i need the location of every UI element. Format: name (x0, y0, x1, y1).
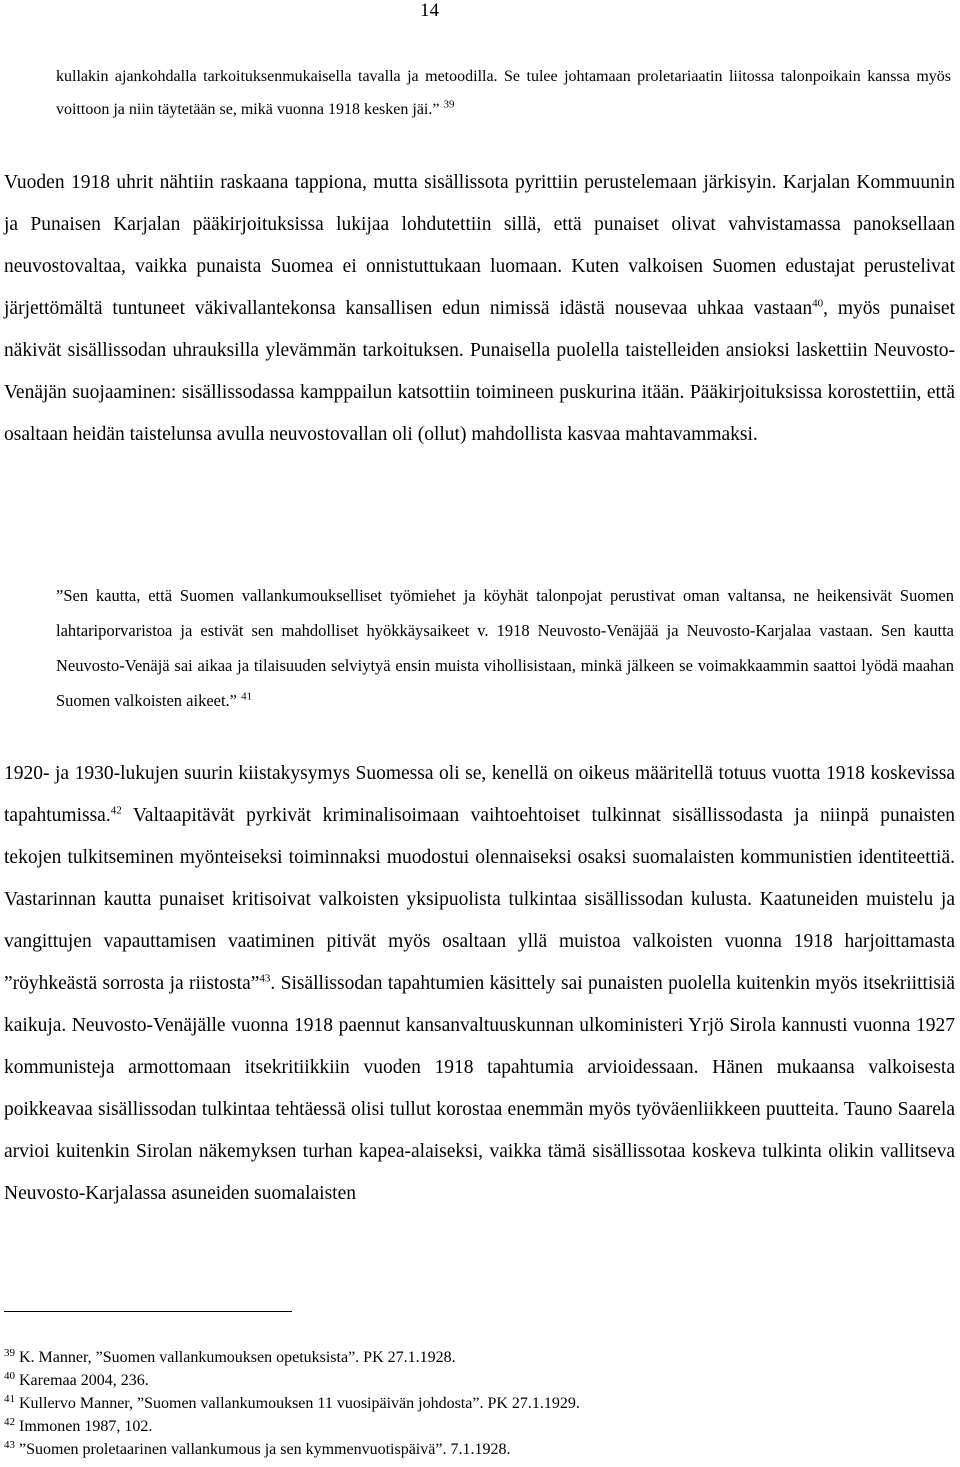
footnote (4, 1415, 944, 1438)
footnote-number: 39 (4, 1346, 15, 1359)
footnote (4, 1346, 944, 1369)
footnote-number: 42 (4, 1415, 15, 1428)
page-number: 14 (420, 0, 439, 21)
paragraph-1-text-a: Vuoden 1918 uhrit nähtiin raskaana tappiona, mutta sisällissota pyrittiin perustelemaan järkisyin. Karjalan Kommuunin ja Punaisen Karjalan pääkirjoituksissa lukijaa lohdutettiin sillä, että punaiset olivat vahvistamassa panoksellaan neuvostovaltaa, vaikka punaista Suomea ei onnistuttukaan luomaan. Kuten valkoisen Suomen edustajat perustelivat järjettömältä tuntuneet väkivallantekonsa kansallisen edun nimissä idästä nousevaa uhkaa vastaan (4, 172, 955, 319)
footnote-number: 41 (4, 1392, 15, 1405)
paragraph-2-text-b: Valtaapitävät pyrkivät kriminalisoimaan vaihtoehtoiset tulkinnat sisällissodasta ja niinpä punaisten tekojen tulkitseminen myönteiseksi toiminnaksi muodostui olennaiseksi osaksi suomalaisten kommunistien identiteettiä. Vastarinnan kautta punaiset kritisoivat valkoisten yksipuolista tulkintaa sisällissodan kulusta. Kaatuneiden muistelu ja vangittujen vapauttamisen vaatiminen pitivät myös osaltaan yllä muistoa valkoisten vuonna 1918 harjoittamasta ”röyhkeästä sorrosta ja riistosta” (4, 805, 955, 994)
paragraph-2-text-c: . Sisällissodan tapahtumien käsittely sai punaisten puolella kuitenkin myös itsekriittisiä kaikuja. Neuvosto-Venäjälle vuonna 1918 paennut kansanvaltuuskunnan ulkoministeri Yrjö Sirola kannusti vuonna 1927 kommunisteja armottomaan itsekritiikkiin vuoden 1918 tapahtumia arvioidessaan. Hänen mukaansa valkoisesta poikkeavaa sisällissodan tulkintaa tehtäessä olisi tullut korostaa enemmän myös työväenliikkeen puutteita. Tauno Saarela arvioi kuitenkin Sirolan näkemyksen turhan kapea-alaiseksi, vaikka tämä sisällissotaa koskeva tulkinta olikin vallitseva Neuvosto-Karjalassa asuneiden suomalaisten (4, 973, 955, 1204)
footnote-ref-41: 41 (241, 690, 253, 703)
footnote-text: Kullervo Manner, ”Suomen vallankumouksen 11 vuosipäivän johdosta”. PK 27.1.1929. (19, 1395, 580, 1412)
footnote-list (4, 1346, 944, 1461)
block-quote-2 (56, 578, 954, 718)
footnote-text: ”Suomen proletaarinen vallankumous ja sen kymmenvuotispäivä”. 7.1.1928. (19, 1441, 511, 1458)
footnote-text: K. Manner, ”Suomen vallankumouksen opetuksista”. PK 27.1.1928. (19, 1349, 456, 1366)
footnote-ref-40: 40 (812, 297, 824, 310)
footnote-text: Karemaa 2004, 236. (19, 1372, 149, 1389)
footnote-ref-43: 43 (259, 972, 271, 985)
quote-2-text: ”Sen kautta, että Suomen vallankumoukselliset työmiehet ja köyhät talonpojat perustivat oman valtansa, ne heikensivät Suomen lahtariporvaristoa ja estivät sen mahdolliset hyökkäysaikeet v. 1918 Neuvosto-Venäjää ja Neuvosto-Karjalaa vastaan. Sen kautta Neuvosto-Venäjä sai aikaa ja tilaisuuden selviytyä ensin muista vihollisistaan, minkä jälkeen se voimakkaammin saattoi lyödä maahan Suomen valkoisten aikeet.” (56, 586, 954, 710)
paragraph-2-text-a: 1920- ja 1930-lukujen suurin kiistakysymys Suomessa oli se, kenellä on oikeus määritellä totuus vuotta 1918 koskevissa tapahtumissa. (4, 763, 955, 826)
footnote-ref-42: 42 (110, 804, 122, 817)
footnote (4, 1392, 944, 1415)
footnote (4, 1438, 944, 1461)
paragraph-1 (4, 162, 955, 456)
footnote-number: 40 (4, 1369, 15, 1382)
footnote-number: 43 (4, 1438, 15, 1451)
footnote-separator (4, 1311, 292, 1312)
paragraph-1-text-b: , myös punaiset näkivät sisällissodan uhrauksilla ylevämmän tarkoituksen. Punaisella puolella taistelleiden ansioksi laskettiin Neuvosto-Venäjän suojaaminen: sisällissodassa kamppailun katsottiin toimineen puskurina itään. Pääkirjoituksissa korostettiin, että osaltaan heidän taistelunsa avulla neuvostovallan oli (ollut) mahdollista kasvaa mahtavammaksi. (4, 298, 955, 445)
footnote-text: Immonen 1987, 102. (19, 1418, 153, 1435)
footnote-ref-39: 39 (443, 98, 455, 111)
paragraph-2 (4, 753, 955, 1215)
quote-1-text: kullakin ajankohdalla tarkoituksenmukaisella tavalla ja metoodilla. Se tulee johtamaan proletariaatin liitossa talonpoikain kanssa myös voittoon ja niin täytetään se, mikä vuonna 1918 kesken jäi.” (56, 68, 951, 118)
block-quote-1 (56, 60, 951, 126)
footnote (4, 1369, 944, 1392)
